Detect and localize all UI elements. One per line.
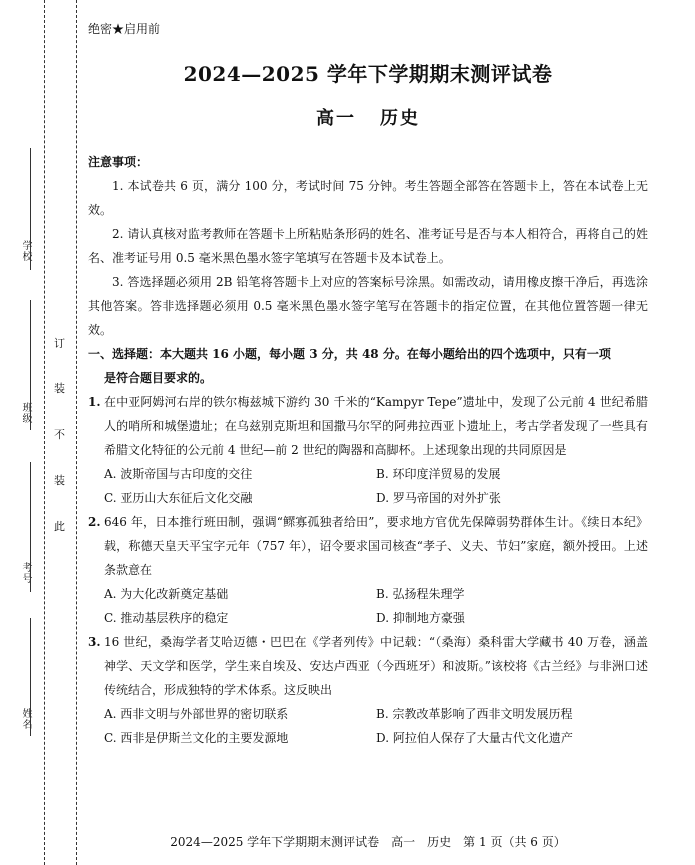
binding-line-inner: [76, 0, 77, 865]
seal-char-2: 装: [54, 382, 65, 395]
option-a: A. 为大化改新奠定基础: [104, 587, 229, 601]
question-stem: 16 世纪，桑海学者艾哈迈德・巴巴在《学者列传》中记载：“（桑海）桑科雷大学藏书 40 万卷，涵盖神学、天文学和医学，学生来自埃及、安达卢西亚（今西班牙）和波斯。”该校将《古兰经》与非洲口述传统结合，形成独特的学术体系。这反映出: [104, 635, 648, 697]
school-label: 学校: [20, 240, 31, 262]
exam-no-blank: [30, 462, 31, 592]
page-footer: 2024—2025 学年下学期期末测评试卷 高一 历史 第 1 页（共 6 页）: [170, 835, 566, 849]
exam-body: [88, 150, 648, 750]
option-c: C. 亚历山大东征后文化交融: [104, 491, 253, 505]
name-blank: [30, 618, 31, 736]
option-c: C. 推动基层秩序的稳定: [104, 611, 229, 625]
seal-char-4: 装: [54, 474, 65, 487]
exam-no-label: 考号: [20, 562, 31, 584]
subject-label: 历史: [380, 108, 420, 129]
notes-heading: 注意事项：: [88, 155, 149, 169]
question-stem: 646 年，日本推行班田制，强调“鳏寡孤独者给田”，要求地方官优先保障弱势群体生计。《续日本纪》载，称德天皇天平宝字元年（757 年），诏令要求国司核查“孝子、义夫、节妇”家庭，额外授田。上述条款意在: [104, 515, 648, 577]
option-b: B. 弘扬程朱理学: [376, 587, 465, 601]
question-number: 3.: [88, 635, 101, 649]
option-d: D. 罗马帝国的对外扩张: [376, 491, 501, 505]
binding-margin: [0, 0, 84, 865]
grade-label: 高一: [316, 108, 356, 129]
question-2: [88, 510, 648, 630]
option-d: D. 抑制地方豪强: [376, 611, 465, 625]
option-d: D. 阿拉伯人保存了大量古代文化遗产: [376, 731, 573, 745]
option-c: C. 西非是伊斯兰文化的主要发源地: [104, 731, 289, 745]
option-a: A. 西非文明与外部世界的密切联系: [104, 707, 289, 721]
exam-subject: [88, 104, 648, 130]
question-stem: 在中亚阿姆河右岸的铁尔梅兹城下游约 30 千米的“Kampyr Tepe”遗址中，发现了公元前 4 世纪希腊人的哨所和城堡遗址；在乌兹别克斯坦和国撒马尔罕的阿弗拉西亚卜遗址上，考古学者发现了一些具有希腊文化特征的公元前 4 世纪—前 2 世纪的陶器和高脚杯。上述现象出现的共同原因是: [104, 395, 648, 457]
section-heading-line1: 一、选择题：本大题共 16 小题，每小题 3 分，共 48 分。在每小题给出的四个选项中，只有一项: [88, 347, 611, 361]
note-item: 3. 答选择题必须用 2B 铅笔将答题卡上对应的答案标号涂黑。如需改动，请用橡皮擦干净后，再选涂其他答案。答非选择题必须用 0.5 毫米黑色墨水签字笔写在答题卡的指定位置，在其他位置答题一律无效。: [88, 275, 648, 337]
note-item: 2. 请认真核对监考教师在答题卡上所粘贴条形码的姓名、准考证号是否与本人相符合，再将自己的姓名、准考证号用 0.5 毫米黑色墨水签字笔填写在答题卡及本试卷上。: [88, 227, 648, 265]
question-1: [88, 390, 648, 510]
seal-char-5: 此: [54, 520, 65, 533]
class-blank: [30, 300, 31, 430]
section-heading: [88, 342, 648, 390]
seal-char-3: 不: [54, 428, 65, 441]
school-blank: [30, 148, 31, 270]
question-number: 1.: [88, 395, 101, 409]
secret-label: 绝密★启用前: [88, 22, 161, 36]
seal-char-1: 订: [54, 337, 65, 350]
option-b: B. 环印度洋贸易的发展: [376, 467, 501, 481]
class-label: 班级: [20, 402, 31, 424]
option-a: A. 波斯帝国与古印度的交往: [104, 467, 253, 481]
name-label: 姓名: [20, 708, 31, 730]
section-heading-line2: 是符合题目要求的。: [104, 371, 213, 385]
question-3: [88, 630, 648, 750]
question-number: 2.: [88, 515, 101, 529]
option-b: B. 宗教改革影响了西非文明发展历程: [376, 707, 573, 721]
note-item: 1. 本试卷共 6 页，满分 100 分，考试时间 75 分钟。考生答题全部答在答题卡上，答在本试卷上无效。: [88, 179, 648, 217]
exam-title: 2024—2025 学年下学期期末测评试卷: [183, 62, 553, 86]
binding-line-outer: [44, 0, 45, 865]
